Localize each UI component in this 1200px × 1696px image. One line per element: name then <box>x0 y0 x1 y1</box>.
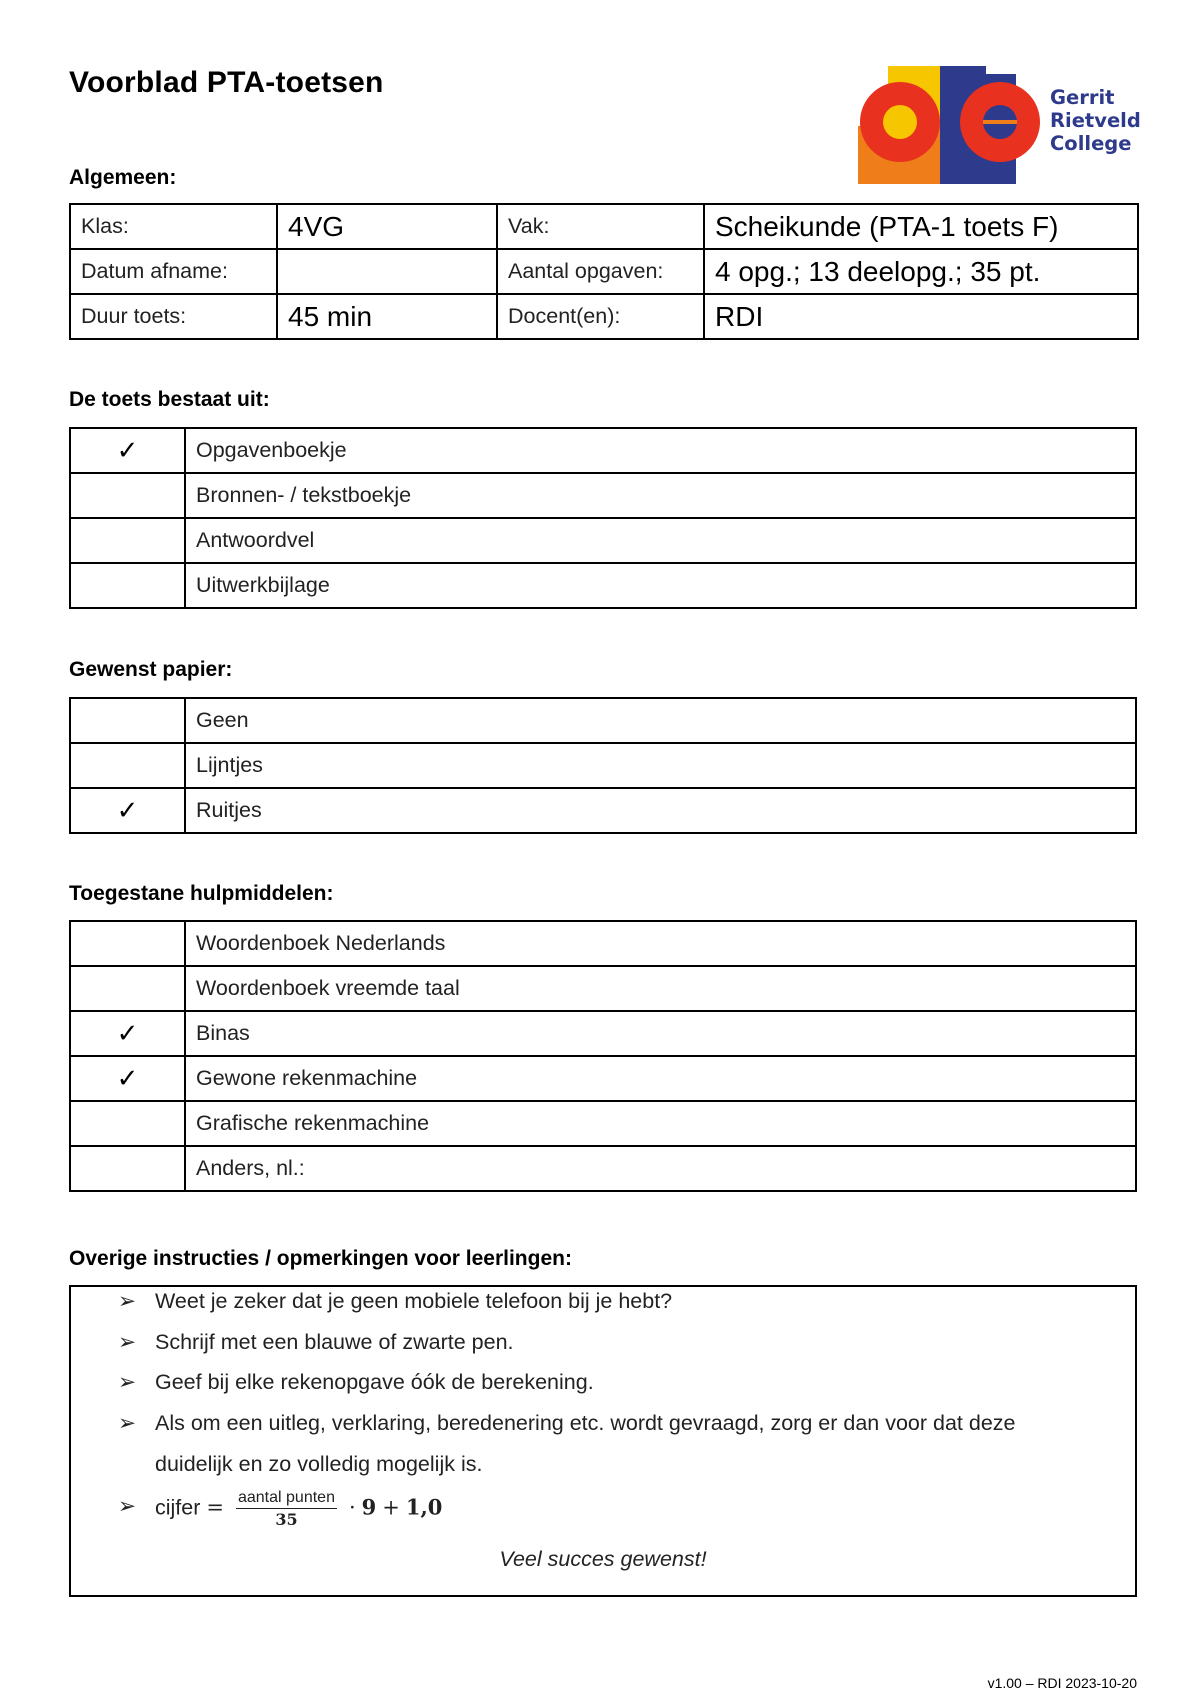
date-value <box>277 249 497 294</box>
instruction-text: duidelijk en zo volledig mogelijk is. <box>155 1452 483 1476</box>
components-row <box>70 428 1136 473</box>
paper-row <box>70 788 1136 833</box>
aid-label: Woordenboek Nederlands <box>185 921 1136 966</box>
instruction-formula <box>117 1489 1165 1529</box>
check-mark: ✓ <box>70 428 185 473</box>
general-table <box>69 203 1139 340</box>
paper-row <box>70 743 1136 788</box>
formula-plus: + <box>382 1495 400 1520</box>
instruction-text: Weet je zeker dat je geen mobiele telefoon bij je hebt? <box>155 1289 673 1313</box>
logo-ring-1-center <box>883 105 917 139</box>
aid-label: Gewone rekenmachine <box>185 1056 1136 1101</box>
general-row-date <box>70 249 1138 294</box>
aids-row <box>70 1101 1136 1146</box>
instruction-text: Schrijf met een blauwe of zwarte pen. <box>155 1330 514 1354</box>
check-mark <box>70 743 185 788</box>
teacher-label: Docent(en): <box>497 294 704 339</box>
instruction-item <box>117 1281 1165 1322</box>
check-mark: ✓ <box>70 1011 185 1056</box>
components-row <box>70 563 1136 608</box>
paper-label: Ruitjes <box>185 788 1136 833</box>
date-label: Datum afname: <box>70 249 277 294</box>
aids-row <box>70 966 1136 1011</box>
instructions-box <box>69 1285 1137 1597</box>
instruction-text: Geef bij elke rekenopgave óók de berekening. <box>155 1370 594 1394</box>
aids-row <box>70 1056 1136 1101</box>
components-row <box>70 473 1136 518</box>
component-label: Uitwerkbijlage <box>185 563 1136 608</box>
question-count-value: 4 opg.; 13 deelopg.; 35 pt. <box>704 249 1138 294</box>
duration-label: Duur toets: <box>70 294 277 339</box>
aid-label: Binas <box>185 1011 1136 1056</box>
check-mark <box>70 966 185 1011</box>
general-row-duration <box>70 294 1138 339</box>
version-footer: v1.00 – RDI 2023-10-20 <box>987 1675 1137 1691</box>
check-mark <box>70 921 185 966</box>
paper-table <box>69 697 1137 834</box>
paper-label: Geen <box>185 698 1136 743</box>
general-row-class <box>70 204 1138 249</box>
duration-value: 45 min <box>277 294 497 339</box>
school-name-line-2: Rietveld <box>1050 109 1141 132</box>
check-mark <box>70 473 185 518</box>
closing-message: Veel succes gewenst! <box>499 1547 707 1571</box>
question-count-label: Aantal opgaven: <box>497 249 704 294</box>
instruction-text: Als om een uitleg, verklaring, beredenering etc. wordt gevraagd, zorg er dan voor dat deze <box>155 1411 1016 1435</box>
instruction-continuation <box>155 1444 1165 1485</box>
aid-label: Woordenboek vreemde taal <box>185 966 1136 1011</box>
paper-heading: Gewenst papier: <box>69 658 233 681</box>
paper-row <box>70 698 1136 743</box>
subject-value: Scheikunde (PTA-1 toets F) <box>704 204 1138 249</box>
formula-equals: = <box>206 1495 224 1520</box>
formula-denominator: 35 <box>275 1509 298 1529</box>
page-title: Voorblad PTA-toetsen <box>69 66 384 99</box>
arrow-bullet-icon: ➢ <box>117 1289 136 1313</box>
arrow-bullet-icon: ➢ <box>117 1370 136 1394</box>
school-name-line-1: Gerrit <box>1050 86 1115 109</box>
aids-row <box>70 1146 1136 1191</box>
formula-operator: · <box>348 1495 356 1520</box>
school-name <box>1050 86 1141 155</box>
instructions-heading: Overige instructies / opmerkingen voor leerlingen: <box>69 1247 572 1270</box>
instruction-item <box>117 1362 1165 1403</box>
aids-heading: Toegestane hulpmiddelen: <box>69 882 334 905</box>
subject-label: Vak: <box>497 204 704 249</box>
formula-numerator: aantal punten <box>236 1489 337 1509</box>
paper-label: Lijntjes <box>185 743 1136 788</box>
components-row <box>70 518 1136 563</box>
check-mark <box>70 698 185 743</box>
logo-ring-2-bar <box>983 120 1017 124</box>
instruction-item <box>117 1322 1165 1363</box>
arrow-bullet-icon: ➢ <box>117 1494 136 1518</box>
instruction-item <box>117 1403 1165 1444</box>
component-label: Bronnen- / tekstboekje <box>185 473 1136 518</box>
aids-row <box>70 1011 1136 1056</box>
aids-row <box>70 921 1136 966</box>
arrow-bullet-icon: ➢ <box>117 1411 136 1435</box>
class-label: Klas: <box>70 204 277 249</box>
check-mark <box>70 1146 185 1191</box>
formula-addend: 1,0 <box>405 1494 443 1520</box>
check-mark <box>70 563 185 608</box>
aids-table <box>69 920 1137 1192</box>
check-mark <box>70 1101 185 1146</box>
arrow-bullet-icon: ➢ <box>117 1330 136 1354</box>
check-mark <box>70 518 185 563</box>
formula-multiplier: 9 <box>361 1494 377 1520</box>
components-heading: De toets bestaat uit: <box>69 388 270 411</box>
check-mark: ✓ <box>70 788 185 833</box>
check-mark: ✓ <box>70 1056 185 1101</box>
component-label: Antwoordvel <box>185 518 1136 563</box>
aid-label: Anders, nl.: <box>185 1146 1136 1191</box>
formula-lhs: cijfer <box>155 1495 201 1520</box>
general-heading: Algemeen: <box>69 166 177 189</box>
components-table <box>69 427 1137 609</box>
class-value: 4VG <box>277 204 497 249</box>
component-label: Opgavenboekje <box>185 428 1136 473</box>
aid-label: Grafische rekenmachine <box>185 1101 1136 1146</box>
formula-fraction <box>236 1489 337 1528</box>
school-name-line-3: College <box>1050 132 1132 155</box>
teacher-value: RDI <box>704 294 1138 339</box>
